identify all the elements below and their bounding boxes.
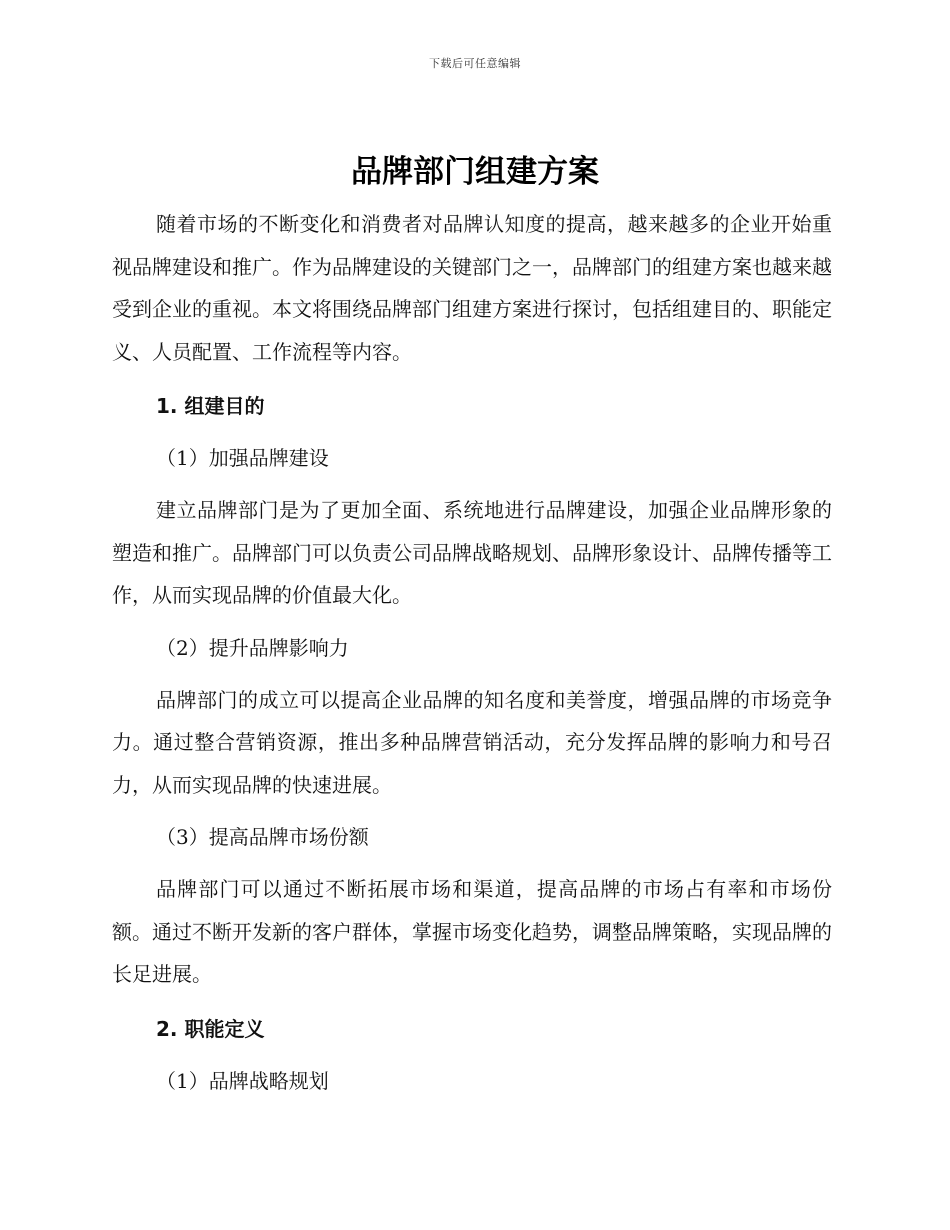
header-note: 下载后可任意编辑 [429,57,521,70]
subheading-2-1: （1）品牌战略规划 [156,1068,329,1093]
subheading-1-2: （2）提升品牌影响力 [156,635,349,660]
subheading-1-1: （1）加强品牌建设 [156,446,329,470]
section-heading-1: 1. 组建目的 [156,394,265,418]
document-title: 品牌部门组建方案 [351,154,599,190]
section-heading-2: 2. 职能定义 [156,1016,265,1041]
document-body [112,203,832,1102]
paragraph-1-3: 品牌部门可以通过不断拓展市场和渠道，提高品牌的市场占有率和市场份额。通过不断开发新的客户群体，掌握市场变化趋势，调整品牌策略，实现品牌的长足进展。 [112,877,832,986]
subheading-1-3: （3）提高品牌市场份额 [156,825,369,849]
paragraph-1-2: 品牌部门的成立可以提高企业品牌的知名度和美誉度，增强品牌的市场竞争力。通过整合营销资源，推出多种品牌营销活动，充分发挥品牌的影响力和号召力，从而实现品牌的快速进展。 [112,687,832,797]
intro-paragraph: 随着市场的不断变化和消费者对品牌认知度的提高，越来越多的企业开始重视品牌建设和推广。作为品牌建设的关键部门之一，品牌部门的组建方案也越来越受到企业的重视。本文将围绕品牌部门组建方案进行探讨，包括组建目的、职能定义、人员配置、工作流程等内容。 [112,212,832,364]
paragraph-1-1: 建立品牌部门是为了更加全面、系统地进行品牌建设，加强企业品牌形象的塑造和推广。品牌部门可以负责公司品牌战略规划、品牌形象设计、品牌传播等工作，从而实现品牌的价值最大化。 [112,498,832,607]
